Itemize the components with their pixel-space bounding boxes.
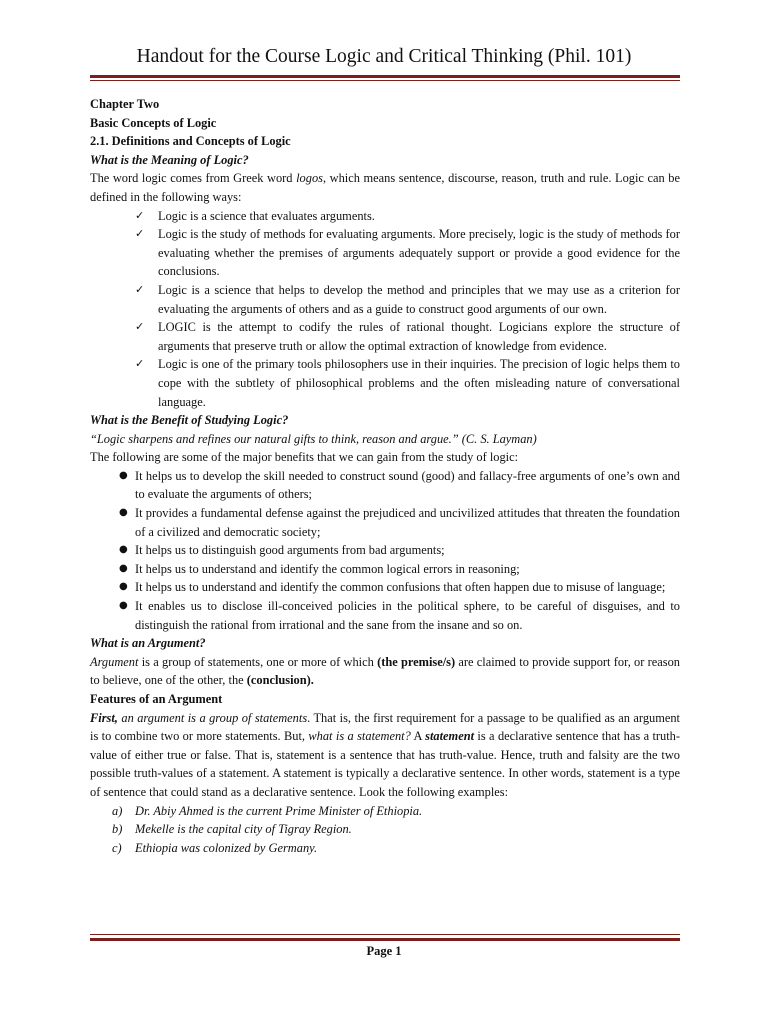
bullet-dot-icon: ● xyxy=(119,581,128,593)
argument-heading: What is an Argument? xyxy=(90,636,206,651)
features-heading: Features of an Argument xyxy=(90,692,223,706)
list-item: ● It helps us to distinguish good arguments from bad arguments; xyxy=(90,541,680,560)
list-item: ● It helps us to understand and identify the common logical errors in reasoning; xyxy=(90,560,680,579)
header-rule-thick xyxy=(90,75,680,78)
header-title: Handout for the Course Logic and Critical Thinking (Phil. 101) xyxy=(136,46,632,67)
check-mark-icon: ✓ xyxy=(135,227,145,241)
chapter-subtitle: Basic Concepts of Logic xyxy=(90,115,217,130)
check-mark-icon: ✓ xyxy=(135,282,145,296)
benefit-quote: “Logic sharpens and refines our natural gifts to think, reason and argue.” (C. S. Layman) xyxy=(90,431,537,446)
header-rule-thin xyxy=(90,80,680,81)
list-item: ✓ Logic is a science that helps to develop the method and principles that we may use as a criterion for evaluating the arguments of others and as a guide to construct good arguments of our own. xyxy=(135,282,680,316)
list-item: ✓ Logic is a science that evaluates arguments. xyxy=(90,207,680,226)
bullet-dot-icon: ● xyxy=(119,469,128,481)
list-item: c) Ethiopia was colonized by Germany. xyxy=(112,840,318,855)
check-mark-icon: ✓ xyxy=(135,357,145,371)
section-heading: 2.1. Definitions and Concepts of Logic xyxy=(90,134,291,149)
list-item: ● It provides a fundamental defense against the prejudiced and uncivilized attitudes that threaten the foundation of a civilized and democratic society; xyxy=(119,506,680,539)
example-list xyxy=(90,802,680,858)
check-mark-icon: ✓ xyxy=(135,208,145,222)
document-body xyxy=(90,95,680,857)
bullet-dot-icon: ● xyxy=(119,600,128,612)
definition-list xyxy=(90,207,680,412)
benefit-list xyxy=(90,467,680,634)
footer-rule-thick xyxy=(90,938,680,941)
footer-rule-thin xyxy=(90,934,680,935)
page-number: Page 1 xyxy=(366,944,402,958)
check-mark-icon: ✓ xyxy=(135,320,145,334)
list-item: a) Dr. Abiy Ahmed is the current Prime Minister of Ethiopia. xyxy=(112,803,423,818)
bullet-dot-icon: ● xyxy=(119,544,128,556)
bullet-dot-icon: ● xyxy=(119,507,128,519)
benefit-intro: The following are some of the major benefits that we can gain from the study of logic: xyxy=(90,450,519,465)
meaning-heading: What is the Meaning of Logic? xyxy=(90,152,249,167)
argument-definition: Argument is a group of statements, one or more of which (the premise/s) are claimed to provide support for, or reason to believe, one of the other, the (conclusion). xyxy=(90,654,680,688)
list-item: b) Mekelle is the capital city of Tigray Region. xyxy=(112,822,352,837)
list-item: ✓ Logic is one of the primary tools philosophers use in their inquiries. The precision of logic helps them to cope with the subtlety of philosophical problems and the often misleading nature of conversational language. xyxy=(135,357,680,409)
meaning-intro: The word logic comes from Greek word logos, which means sentence, discourse, reason, truth and rule. Logic can be defined in the following ways: xyxy=(90,171,680,204)
benefit-heading: What is the Benefit of Studying Logic? xyxy=(90,413,289,428)
list-item: ✓ Logic is the study of methods for evaluating arguments. More precisely, logic is the study of methods for evaluating whether the premises of arguments adequately support or provide a good evidence for the conclusions. xyxy=(135,227,680,279)
list-item: ● It helps us to develop the skill needed to construct sound (good) and fallacy-free arguments of one’s own and to evaluate the arguments of others; xyxy=(119,468,680,502)
features-paragraph: First, an argument is a group of statements. That is, the first requirement for a passage to be qualified as an argument is to combine two or more statements. But, what is a statement? A statement is a declarative sentence that has a truth-value of either true or false. That is, statement is a sentence that has truth-value. Hence, truth and falsity are the two possible truth-values of a statement. A statement is typically a declarative sentence. In other words, statement is a type of sentence that could stand as a declarative sentence. Look the following examples: xyxy=(90,710,680,799)
chapter-title: Chapter Two xyxy=(90,97,160,111)
list-item: ● It enables us to disclose ill-conceived policies in the political sphere, to be careful of disguises, and to distinguish the rational from irrational and the sane from the insane and so on. xyxy=(119,599,680,632)
bullet-dot-icon: ● xyxy=(119,562,128,574)
list-item: ● It helps us to understand and identify the common confusions that often happen due to misuse of language; xyxy=(90,578,680,597)
list-item: ✓ LOGIC is the attempt to codify the rules of rational thought. Logicians explore the structure of arguments that preserve truth or allow the optimal extraction of knowledge from evidence. xyxy=(135,320,680,353)
